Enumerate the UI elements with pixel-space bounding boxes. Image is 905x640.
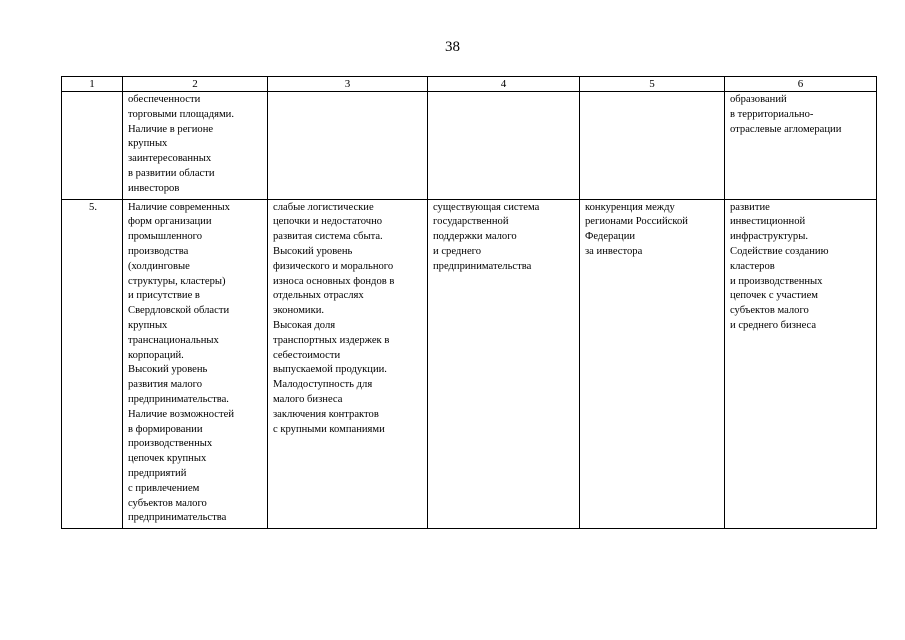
- cell-text-line: инфраструктуры.: [730, 231, 808, 243]
- cell-text-line: физического и морального: [273, 260, 394, 272]
- cell-text-line: субъектов малого: [730, 305, 809, 317]
- cell-text-line: крупных: [128, 319, 168, 331]
- column-header-5: 5: [580, 77, 725, 92]
- cell-text-line: себестоимости: [273, 349, 341, 361]
- table-cell-col-6: [725, 92, 877, 200]
- cell-text-line: Наличие возможностей: [128, 408, 234, 420]
- cell-text-line: Свердловской области: [128, 305, 230, 317]
- cell-text-line: заключения контрактов: [273, 408, 379, 420]
- column-header-4: 4: [428, 77, 580, 92]
- table-cell-col-5: [580, 199, 725, 529]
- table-cell-col-4: [428, 199, 580, 529]
- cell-text-line: цепочек с участием: [730, 290, 818, 302]
- cell-text-line: поддержки малого: [433, 231, 517, 243]
- cell-text-line: заинтересованных: [128, 153, 212, 165]
- cell-text-line: цепочки и недостаточно: [273, 216, 383, 228]
- cell-text-line: предпринимательства.: [128, 393, 229, 405]
- page-number: 38: [445, 39, 460, 55]
- table-header-row: [62, 77, 877, 92]
- table-cell-col-3: [268, 199, 428, 529]
- cell-text-line: Высокая доля: [273, 319, 336, 331]
- cell-text-line: государственной: [433, 216, 509, 228]
- cell-text-line: крупных: [128, 138, 168, 150]
- cell-text-line: конкуренция между: [585, 201, 675, 213]
- cell-text-line: Наличие в регионе: [128, 123, 214, 135]
- column-header-3: 3: [268, 77, 428, 92]
- cell-text-line: износа основных фондов в: [273, 275, 395, 287]
- cell-text-line: с привлечением: [128, 482, 200, 494]
- table-cell-col-2: [123, 92, 268, 200]
- table-cell-col-3: [268, 92, 428, 200]
- cell-text-line: отраслевые агломерации: [730, 123, 842, 135]
- table-row: [62, 92, 877, 200]
- table-cell-col-5: [580, 92, 725, 200]
- cell-text-line: форм организации: [128, 216, 212, 228]
- cell-text-line: предпринимательства: [128, 512, 227, 524]
- cell-text-line: малого бизнеса: [273, 393, 343, 405]
- cell-text-line: в развитии области: [128, 167, 215, 179]
- cell-text-line: развитие: [730, 201, 770, 213]
- cell-text-line: за инвестора: [585, 245, 643, 257]
- cell-text-line: производственных: [128, 438, 213, 450]
- cell-text-line: субъектов малого: [128, 497, 207, 509]
- table-row: [62, 199, 877, 529]
- strategy-table: [61, 76, 877, 529]
- table-cell-col-4: [428, 92, 580, 200]
- row-number-cell: 5.: [62, 199, 123, 529]
- cell-text-line: Содействие созданию: [730, 245, 829, 257]
- cell-text-line: производства: [128, 245, 189, 257]
- cell-text-line: отдельных отраслях: [273, 290, 364, 302]
- cell-text-line: существующая система: [433, 201, 540, 213]
- cell-text-line: промышленного: [128, 231, 203, 243]
- cell-text-line: инвестиционной: [730, 216, 806, 228]
- cell-text-line: кластеров: [730, 260, 775, 272]
- cell-text-line: Высокий уровень: [273, 245, 353, 257]
- cell-text-line: выпускаемой продукции.: [273, 364, 387, 376]
- cell-text-line: предпринимательства: [433, 260, 532, 272]
- cell-text-line: в территориально-: [730, 108, 814, 120]
- cell-text-line: Малодоступность для: [273, 379, 373, 391]
- cell-text-line: и присутствие в: [128, 290, 200, 302]
- column-header-2: 2: [123, 77, 268, 92]
- cell-text-line: инвесторов: [128, 182, 180, 194]
- cell-text-line: транспортных издержек в: [273, 334, 390, 346]
- cell-text-line: экономики.: [273, 305, 325, 317]
- cell-text-line: Высокий уровень: [128, 364, 208, 376]
- cell-text-line: развития малого: [128, 379, 203, 391]
- cell-text-line: предприятий: [128, 467, 187, 479]
- column-header-1: 1: [62, 77, 123, 92]
- cell-text-line: обеспеченности: [128, 94, 201, 105]
- table-body: [62, 92, 877, 529]
- cell-text-line: Наличие современных: [128, 201, 230, 213]
- row-number-cell: [62, 92, 123, 200]
- cell-text-line: торговыми площадями.: [128, 108, 234, 120]
- cell-text-line: цепочек крупных: [128, 453, 207, 465]
- cell-text-line: структуры, кластеры): [128, 275, 226, 287]
- cell-text-line: слабые логистические: [273, 201, 374, 213]
- cell-text-line: и производственных: [730, 275, 823, 287]
- cell-text-line: транснациональных: [128, 334, 219, 346]
- cell-text-line: и среднего бизнеса: [730, 319, 817, 331]
- cell-text-line: образований: [730, 94, 787, 105]
- table-cell-col-2: [123, 199, 268, 529]
- cell-text-line: (холдинговые: [128, 260, 190, 272]
- cell-text-line: с крупными компаниями: [273, 423, 385, 435]
- column-header-6: 6: [725, 77, 877, 92]
- cell-text-line: Федерации: [585, 231, 636, 243]
- table-cell-col-6: [725, 199, 877, 529]
- cell-text-line: в формировании: [128, 423, 203, 435]
- cell-text-line: корпораций.: [128, 349, 184, 361]
- cell-text-line: и среднего: [433, 245, 482, 257]
- cell-text-line: развитая система сбыта.: [273, 231, 383, 243]
- cell-text-line: регионами Российской: [585, 216, 688, 228]
